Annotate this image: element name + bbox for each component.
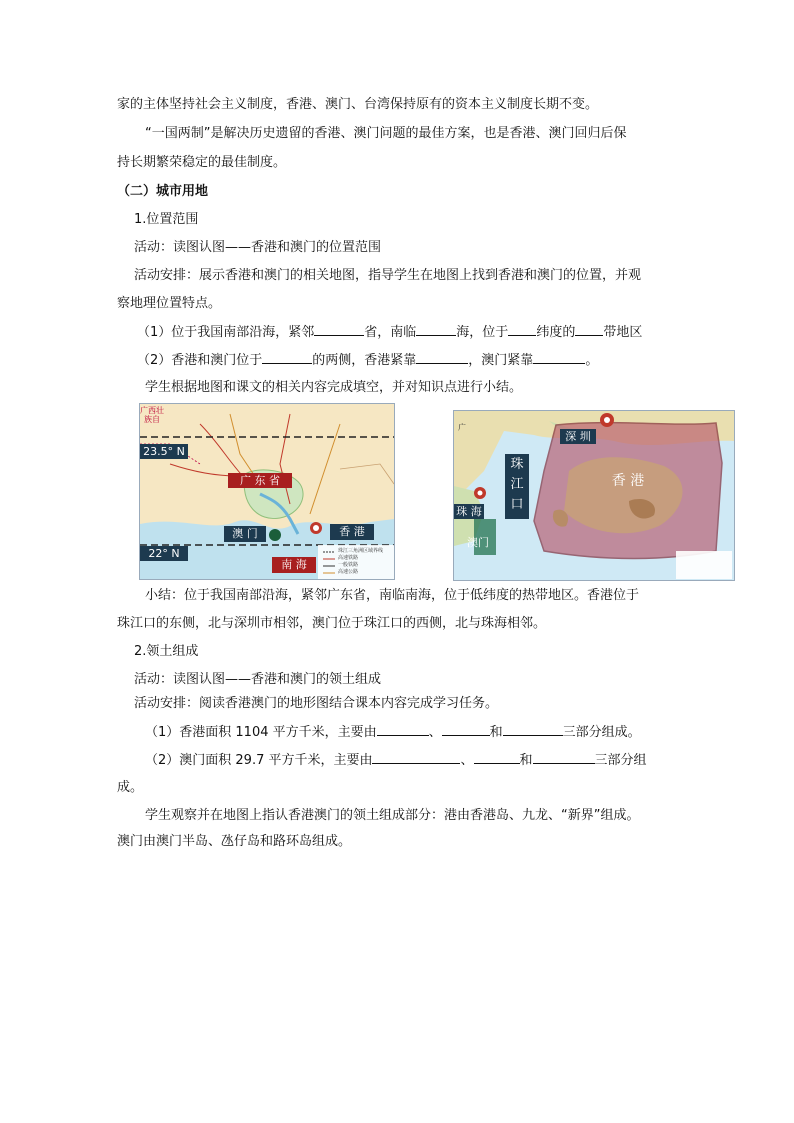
q1-part-c: 海，位于 <box>456 325 509 340</box>
activity-1: 活动：读图认图——香港和澳门的位置范围 <box>134 240 382 255</box>
q3-part-c: 和 <box>489 725 503 740</box>
q4-part-c: 和 <box>519 753 533 768</box>
q3-part-d: 三部分组成。 <box>562 725 641 740</box>
q4-part-b: 、 <box>460 753 474 768</box>
summary-line2: 珠江口的东侧，北与深圳市相邻，澳门位于珠江口的西侧，北与珠海相邻。 <box>117 616 547 631</box>
section-title: （二）城市用地 <box>117 184 209 199</box>
q1-part-b: 省，南临 <box>364 325 417 340</box>
q1-blank-zone[interactable] <box>575 323 603 336</box>
q4-blank-2[interactable] <box>474 751 520 764</box>
macau-map-label: 澳门 <box>467 536 489 549</box>
q4-part-a: （2）澳门面积 29.7 平方千米，主要由 <box>145 753 373 768</box>
macau-label: 澳 门 <box>224 526 266 542</box>
question-2 <box>137 351 598 369</box>
para1-continuation: 家的主体坚持社会主义制度，香港、澳门、台湾保持原有的资本主义制度长期不变。 <box>117 97 599 112</box>
location-map <box>139 403 395 580</box>
question-3 <box>145 723 641 741</box>
legend-boundary: 珠江三角洲区域界线 <box>338 548 384 554</box>
q3-blank-3[interactable] <box>503 723 563 736</box>
arrangement-2: 活动安排：阅读香港澳门的地形图结合课本内容完成学习任务。 <box>134 696 499 711</box>
q2-blank-hk-neighbor[interactable] <box>416 351 468 364</box>
q1-part-e: 带地区 <box>603 325 643 340</box>
pearl-river-mouth-label: 珠江口 <box>505 454 529 519</box>
final-line1: 学生观察并在地图上指认香港澳门的领土组成部分：港由香港岛、九龙、“新界”组成。 <box>145 808 640 823</box>
q4-blank-1[interactable] <box>372 751 460 764</box>
q2-blank-location[interactable] <box>262 351 312 364</box>
q1-blank-province[interactable] <box>314 323 364 336</box>
shenzhen-label: 深 圳 <box>560 429 596 444</box>
subsection-2-title: 2.领土组成 <box>134 644 199 659</box>
legend-highspeed-rail: 高速铁路 <box>338 555 359 561</box>
q2-part-d: 。 <box>585 353 599 368</box>
q4-part-d: 三部分组 <box>594 753 647 768</box>
corner-label: 广 <box>458 423 466 432</box>
arrangement-1-line1: 活动安排：展示香港和澳门的相关地图，指导学生在地图上找到香港和澳门的位置，并观 <box>134 268 642 283</box>
zhuhai-label: 珠 海 <box>454 504 484 519</box>
q1-blank-latitude[interactable] <box>508 323 536 336</box>
q2-blank-macau-neighbor[interactable] <box>533 351 585 364</box>
q1-part-d: 纬度的 <box>536 325 576 340</box>
q2-part-c: ，澳门紧靠 <box>468 353 534 368</box>
q2-part-a: （2）香港和澳门位于 <box>137 353 263 368</box>
para2-line2: 持长期繁荣稳定的最佳制度。 <box>117 155 287 170</box>
question-4-line2: 成。 <box>117 780 144 795</box>
latitude-north-label: 23.5° N <box>140 444 188 459</box>
q1-part-a: （1）位于我国南部沿海，紧邻 <box>137 325 315 340</box>
map-legend <box>338 548 394 576</box>
guangdong-label: 广 东 省 <box>228 473 292 488</box>
question-4 <box>145 751 647 769</box>
summary-line1: 小结：位于我国南部沿海，紧邻广东省，南临南海，位于低纬度的热带地区。香港位于 <box>145 588 640 603</box>
q4-blank-3[interactable] <box>533 751 595 764</box>
q3-blank-2[interactable] <box>442 723 490 736</box>
activity-2: 活动：读图认图——香港和澳门的领土组成 <box>134 672 382 687</box>
hongkong-label: 香 港 <box>330 524 374 540</box>
question-1 <box>137 323 642 341</box>
para2-line1: “一国两制”是解决历史遗留的香港、澳门问题的最佳方案，也是香港、澳门回归后保 <box>145 126 627 141</box>
arrangement-1-line2: 察地理位置特点。 <box>117 296 222 311</box>
q3-blank-1[interactable] <box>377 723 429 736</box>
instruction-1: 学生根据地图和课文的相关内容完成填空，并对知识点进行小结。 <box>145 380 523 395</box>
q3-part-a: （1）香港面积 1104 平方千米，主要由 <box>145 725 377 740</box>
legend-railway: 一般铁路 <box>338 562 359 568</box>
south-sea-label: 南 海 <box>272 557 316 573</box>
q2-part-b: 的两侧，香港紧靠 <box>312 353 417 368</box>
hk-macau-map <box>453 410 735 581</box>
q3-part-b: 、 <box>428 725 442 740</box>
subsection-1-title: 1.位置范围 <box>134 212 199 227</box>
guangxi-label: 广西壮族自 <box>140 406 164 424</box>
final-line2: 澳门由澳门半岛、氹仔岛和路环岛组成。 <box>117 834 352 849</box>
latitude-south-label: 22° N <box>140 546 188 561</box>
hongkong-map-label: 香 港 <box>611 473 645 489</box>
q1-blank-sea[interactable] <box>416 323 456 336</box>
legend-expressway: 高速公路 <box>338 569 359 575</box>
